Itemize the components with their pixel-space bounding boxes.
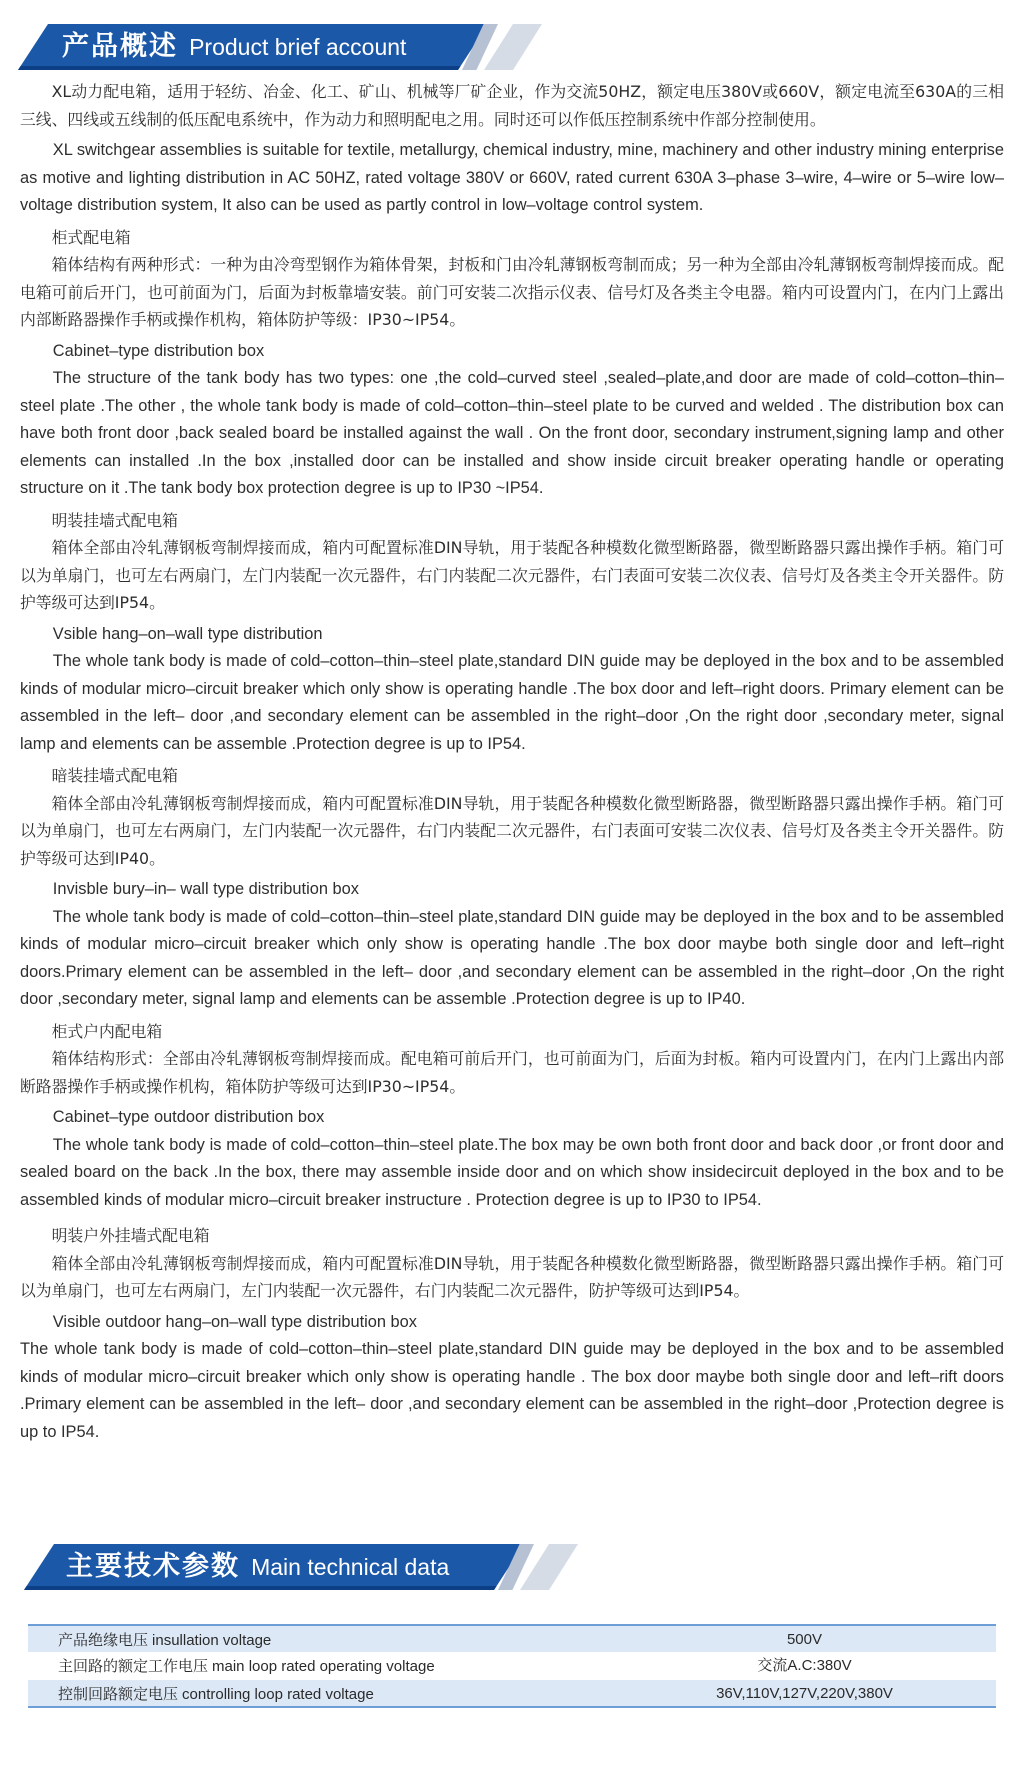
table-cell-value: 交流A.C:380V	[757, 1657, 852, 1674]
product-description	[20, 78, 1004, 1446]
intro-cn: XL动力配电箱，适用于轻纺、冶金、化工、矿山、机械等厂矿企业，作为交流50HZ，额定电压380V或660V，额定电流至630A的三相三线、四线或五线制的低压配电系统中，作为动力和照明配电之用。同时还可以作低压控制系统中作部分控制使用。	[20, 82, 1004, 129]
table-row	[28, 1680, 996, 1708]
product-overview-header	[0, 24, 560, 72]
section-text-en: The whole tank body is made of cold–cotton–thin–steel plate,standard DIN guide may be deployed in the box and to be assembled kinds of modular micro–circuit breaker which only show is operating handle . The box door maybe both single door and left–rift doors .Primary element can be assembled in the left– door ,and secondary element can be assembled in the right–door ,Protection degree is up to IP54.	[20, 1340, 1004, 1441]
section-title-cn: 明装挂墙式配电箱	[51, 510, 178, 530]
label-cn: 控制回路额定电压	[58, 1685, 179, 1703]
intro-en: XL switchgear assemblies is suitable for textile, metallurgy, chemical industry, mine, machinery and other industry mining enterprise as motive and lighting distribution in AC 50HZ, rated voltage 380V or 660V, rated current 630A 3–phase 3–wire, 4–wire or 5–wire low–voltage distribution system, It also can be used as partly control in low–voltage control system.	[20, 141, 1004, 214]
label-en: controlling loop rated voltage	[182, 1686, 374, 1703]
section-title-en: Visible outdoor hang–on–wall type distribution box	[52, 1312, 417, 1331]
label-en: insullation voltage	[152, 1632, 272, 1649]
table-cell-value: 36V,110V,127V,220V,380V	[716, 1685, 893, 1702]
section-title-cn: 柜式户内配电箱	[51, 1021, 163, 1041]
header-title-cn: 主要技术参数	[66, 1551, 240, 1582]
section-text-en: The structure of the tank body has two types: one ,the cold–curved steel ,sealed–plate,and door are made of cold–cotton–thin–steel plate .The other , the whole tank body is made of cold–cotton–thin–steel plate to be curved and welded . The distribution box can have both front door ,back sealed board be installed against the wall . On the front door, secondary instrument,signing lamp and other elements can installed .In the box ,installed door can be installed and show inside circuit breaker operating handle or operating structure on it .The tank body box protection degree is up to IP30 ~IP54.	[20, 369, 1004, 497]
section-text-cn: 箱体结构形式：全部由冷轧薄钢板弯制焊接而成。配电箱可前后开门，也可前面为门，后面为封板。箱内可设置内门，在内门上露出内部断路器操作手柄或操作机构，箱体防护等级可达到IP30~IP54。	[20, 1049, 1004, 1096]
section-text-cn: 箱体全部由冷轧薄钢板弯制焊接而成，箱内可配置标准DIN导轨，用于装配各种模数化微型断路器，微型断路器只露出操作手柄。箱门可以为单扇门，也可左右两扇门，左门内装配一次元器件，右门内装配二次元器件，右门表面可安装二次仪表、信号灯及各类主令开关器件。防护等级可达到IP54。	[20, 538, 1004, 612]
section-text-cn: 箱体全部由冷轧薄钢板弯制焊接而成，箱内可配置标准DIN导轨，用于装配各种模数化微型断路器，微型断路器只露出操作手柄。箱门可以为单扇门，也可左右两扇门，左门内装配一次元器件，右门内装配二次元器件，防护等级可达到IP54。	[20, 1253, 1004, 1300]
label-cn: 主回路的额定工作电压	[58, 1657, 209, 1675]
section-text-en: The whole tank body is made of cold–cotton–thin–steel plate,standard DIN guide may be deployed in the box and to be assembled kinds of modular micro–circuit breaker which only show is operating handle .The box door maybe both single door and left–right doors.Primary element can be assembled in the left– door ,and secondary element can be assembled in the right–door ,On the right door ,secondary meter, signal lamp and elements can be assemble .Protection degree is up to IP40.	[20, 907, 1004, 1008]
section-title-cn: 暗装挂墙式配电箱	[51, 766, 178, 785]
header-title-en: Main technical data	[251, 1554, 450, 1580]
section-title-en: Vsible hang–on–wall type distribution	[52, 624, 323, 643]
section-title-cn: 柜式配电箱	[51, 227, 131, 247]
section-title-en: Invisble bury–in– wall type distribution box	[52, 880, 359, 898]
header-title	[66, 1544, 449, 1590]
header-title-cn: 产品概述	[62, 31, 178, 62]
table-cell-label	[28, 1680, 613, 1706]
technical-data-table	[28, 1624, 996, 1708]
header-title	[62, 24, 406, 70]
section-title-cn: 明装户外挂墙式配电箱	[51, 1226, 210, 1245]
section-title-en: Cabinet–type distribution box	[52, 341, 265, 360]
section-text-en: The whole tank body is made of cold–cotton–thin–steel plate,standard DIN guide may be deployed in the box and to be assembled kinds of modular micro–circuit breaker which only show is operating handle .The box door and left–right doors. Primary element can be assembled in the left– door ,and secondary element can be assembled in the right–door ,On the right door ,secondary meter, signal lamp and elements can be assemble .Protection degree is up to IP54.	[20, 652, 1004, 753]
section-text-cn: 箱体结构有两种形式：一种为由冷弯型钢作为箱体骨架，封板和门由冷轧薄钢板弯制而成；另一种为全部由冷轧薄钢板弯制焊接而成。配电箱可前后开门，也可前面为门，后面为封板靠墙安装。前门可安装二次指示仪表、信号灯及各类主令电器。箱内可设置内门，在内门上露出内部断路器操作手柄或操作机构，箱体防护等级：IP30~IP54。	[20, 255, 1004, 329]
label-cn: 产品绝缘电压	[58, 1631, 149, 1649]
section-text-en: The whole tank body is made of cold–cotton–thin–steel plate.The box may be own both front door and back door ,or front door and sealed board on the back .In the box, there may assemble inside door and on which show insidecircuit deployed in the box and to be assembled kinds of modular micro–circuit breaker instructure . Protection degree is up to IP30 to IP54.	[20, 1135, 1004, 1209]
table-cell-value: 500V	[786, 1631, 823, 1648]
table-row	[28, 1652, 996, 1680]
table-cell-label	[28, 1626, 613, 1652]
table-cell-label	[28, 1652, 613, 1680]
section-title-en: Cabinet–type outdoor distribution box	[52, 1108, 325, 1126]
table-row	[28, 1624, 996, 1652]
header-title-en: Product brief account	[189, 34, 407, 60]
technical-data-header	[0, 1544, 620, 1592]
label-en: main loop rated operating voltage	[212, 1658, 435, 1675]
section-text-cn: 箱体全部由冷轧薄钢板弯制焊接而成，箱内可配置标准DIN导轨，用于装配各种模数化微型断路器，微型断路器只露出操作手柄。箱门可以为单扇门，也可左右两扇门，左门内装配一次元器件，右门内装配二次元器件，右门表面可安装二次仪表、信号灯及各类主令开关器件。防护等级可达到IP40。	[20, 793, 1004, 868]
